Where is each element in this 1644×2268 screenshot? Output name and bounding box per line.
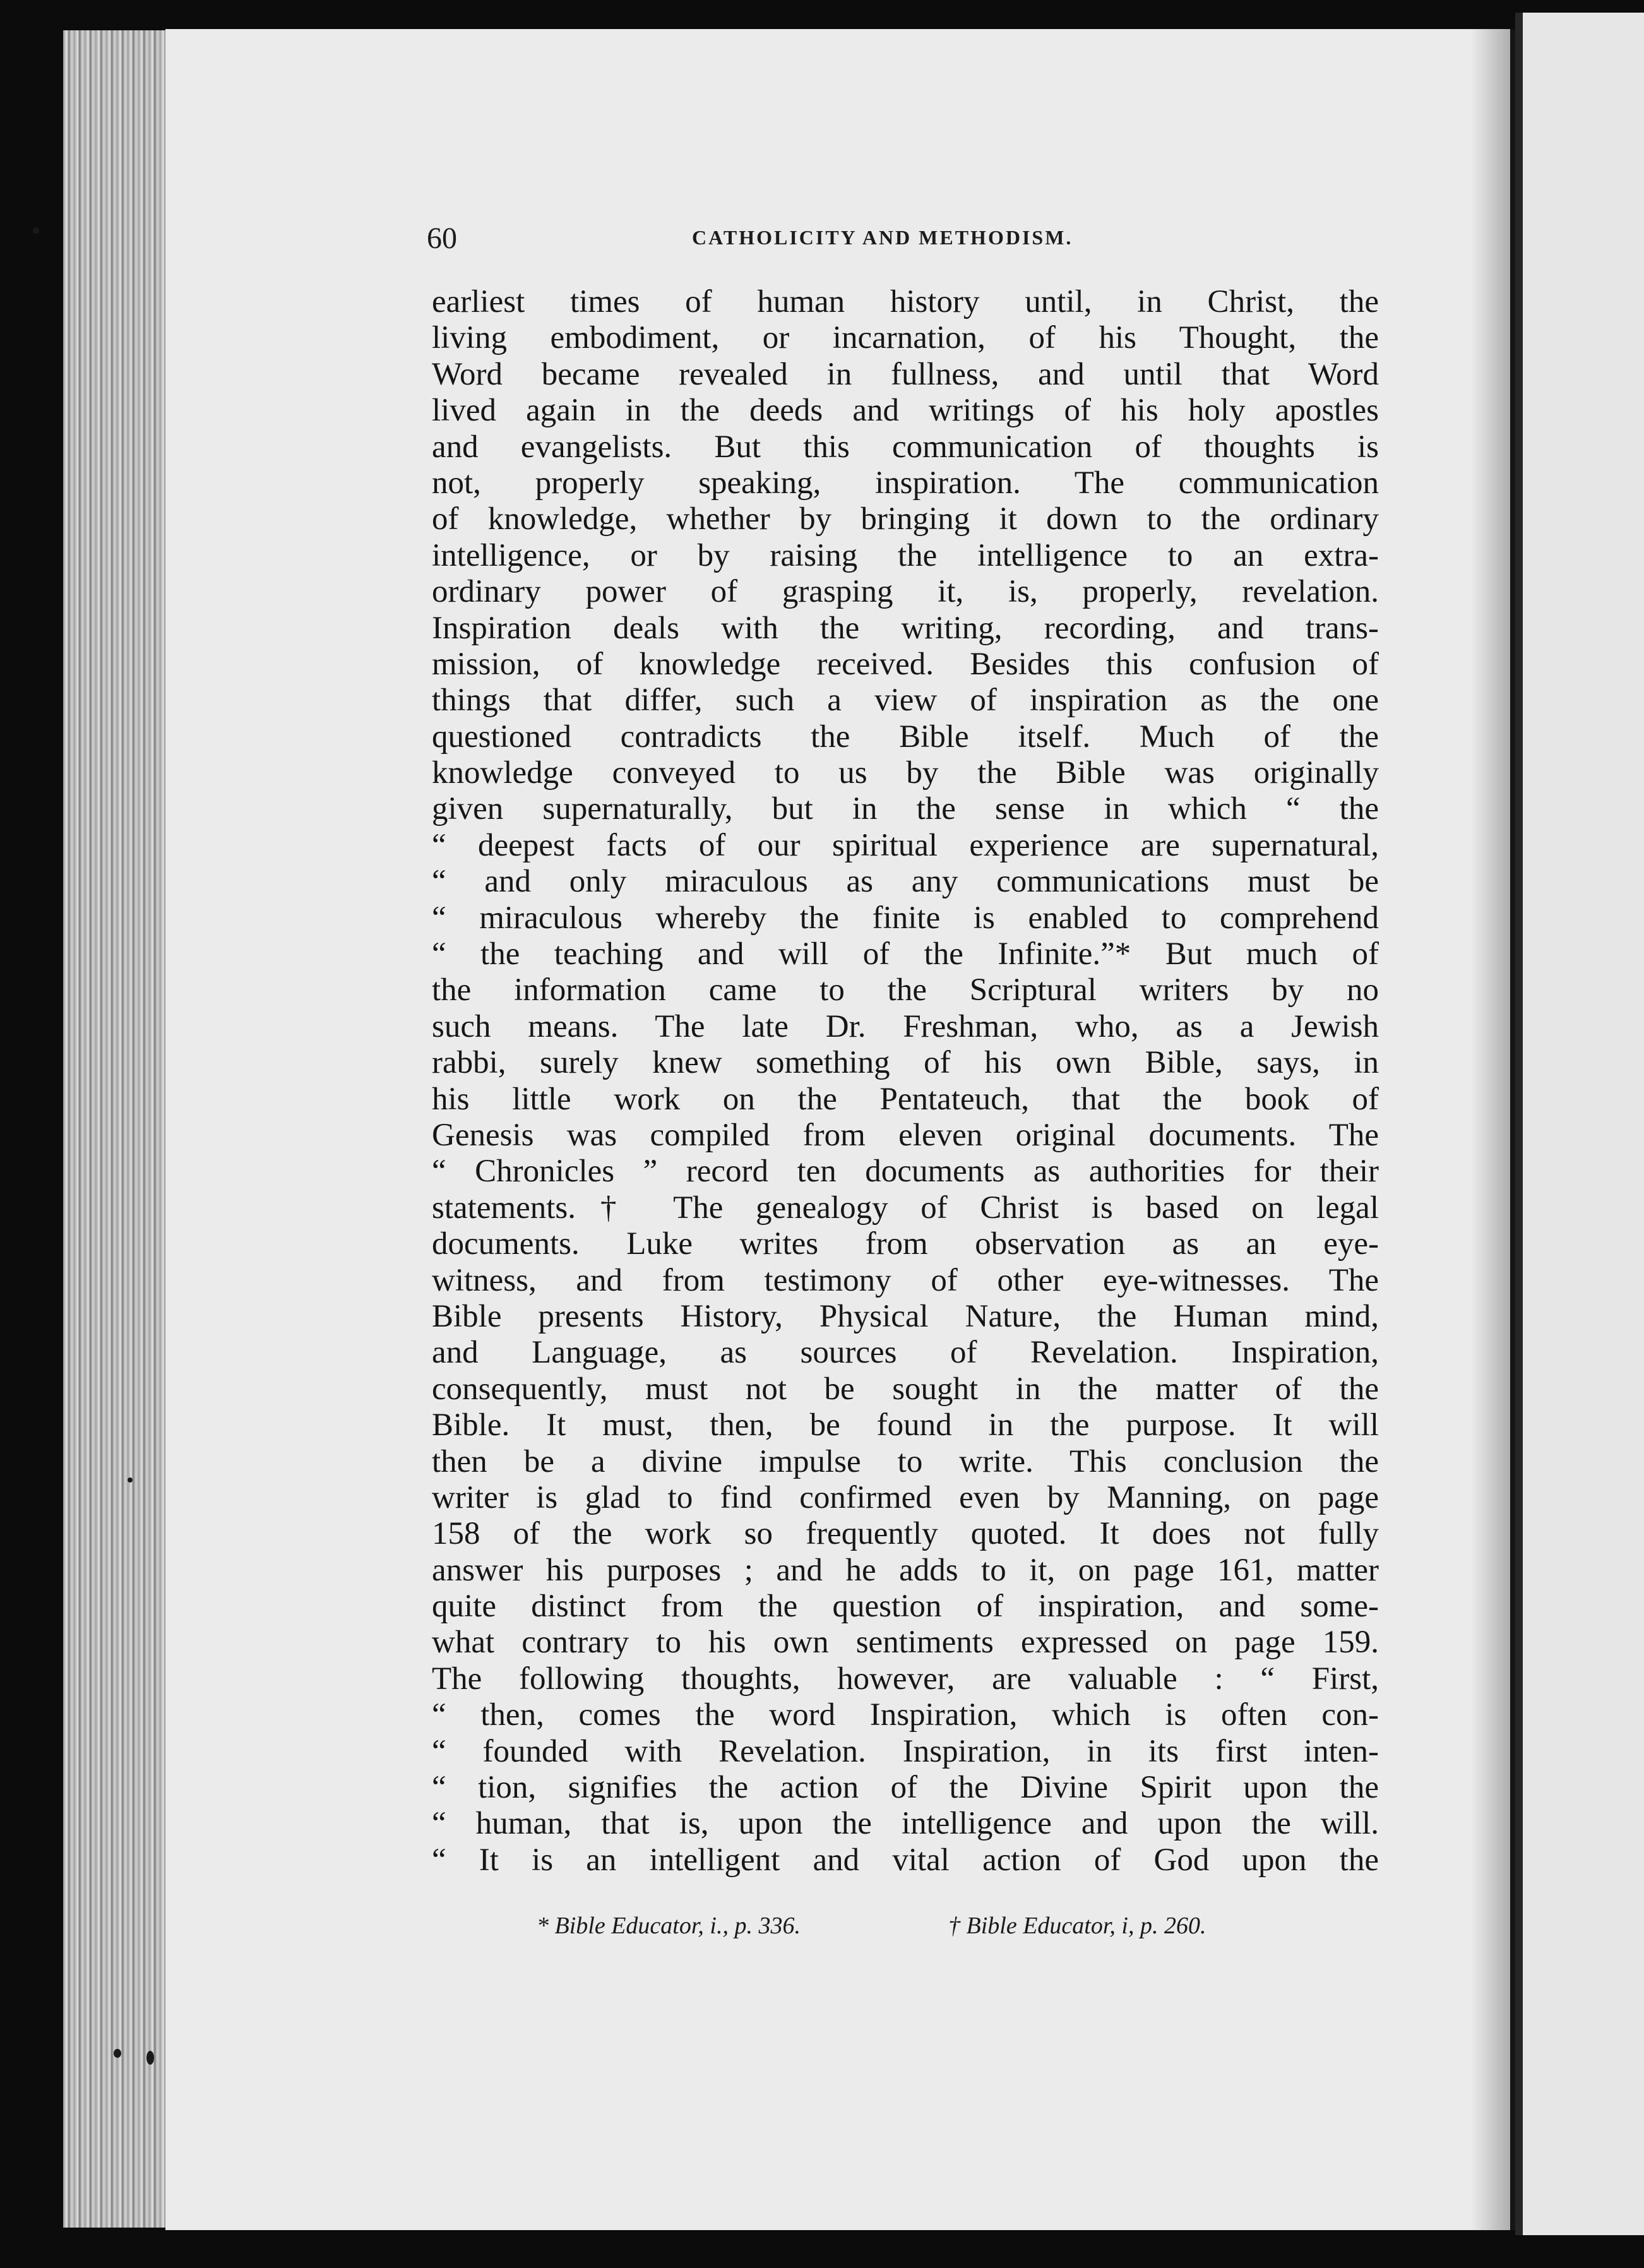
- text-line: writer is glad to find confirmed even by Manning, on page: [432, 1479, 1379, 1515]
- text-line: “ human, that is, upon the intelligence and upon the will.: [432, 1806, 1379, 1842]
- text-line: such means. The late Dr. Freshman, who, as a Jewish: [432, 1008, 1379, 1044]
- text-line: things that differ, such a view of inspiration as the one: [432, 683, 1379, 719]
- text-line: the information came to the Scriptural writers by no: [432, 972, 1379, 1008]
- text-line: living embodiment, or incarnation, of his Thought, the: [432, 320, 1379, 356]
- text-line: his little work on the Pentateuch, that the book of: [432, 1081, 1379, 1117]
- text-line: answer his purposes ; and he adds to it, on page 161, matter: [432, 1552, 1379, 1588]
- margin-mark: [146, 2051, 154, 2065]
- gutter-shadow: [1471, 29, 1515, 2230]
- text-line: and Language, as sources of Revelation. Inspiration,: [432, 1335, 1379, 1371]
- text-line: of knowledge, whether by bringing it down to the ordinary: [432, 501, 1379, 537]
- text-line: Bible presents History, Physical Nature, the Human mind,: [432, 1298, 1379, 1334]
- text-line: statements.† The genealogy of Christ is based on legal: [432, 1190, 1379, 1226]
- text-line: Word became revealed in fullness, and until that Word: [432, 356, 1379, 392]
- text-line: Bible. It must, then, be found in the purpose. It will: [432, 1407, 1379, 1443]
- text-line: intelligence, or by raising the intelligence to an extra-: [432, 537, 1379, 573]
- footnotes: [537, 1912, 1294, 1950]
- text-line: The following thoughts, however, are valuable : “ First,: [432, 1661, 1379, 1697]
- text-line: “ tion, signifies the action of the Divine Spirit upon the: [432, 1770, 1379, 1806]
- running-head: CATHOLICITY AND METHODISM.: [692, 226, 1073, 249]
- body-text: [432, 284, 1379, 1878]
- text-line: “ miraculous whereby the finite is enabled to comprehend: [432, 900, 1379, 936]
- facing-page-edge: [1515, 13, 1644, 2235]
- page-number: 60: [427, 222, 457, 255]
- text-line: Inspiration deals with the writing, recording, and trans-: [432, 610, 1379, 646]
- text-line: rabbi, surely knew something of his own Bible, says, in: [432, 1045, 1379, 1081]
- text-line: mission, of knowledge received. Besides this confusion of: [432, 646, 1379, 682]
- text-line: quite distinct from the question of inspiration, and some-: [432, 1589, 1379, 1625]
- text-line: witness, and from testimony of other eye-witnesses. The: [432, 1262, 1379, 1298]
- text-line: what contrary to his own sentiments expressed on page 159.: [432, 1625, 1379, 1661]
- margin-mark: [114, 2049, 121, 2058]
- footnote: * Bible Educator, i., p. 336.: [537, 1913, 801, 1939]
- text-line: “ founded with Revelation. Inspiration, in its first inten-: [432, 1733, 1379, 1769]
- margin-mark: [33, 227, 39, 234]
- text-line: “ Chronicles ” record ten documents as authorities for their: [432, 1154, 1379, 1190]
- text-line: ordinary power of grasping it, is, properly, revelation.: [432, 574, 1379, 610]
- text-line: “ and only miraculous as any communications must be: [432, 864, 1379, 900]
- footnote: † Bible Educator, i, p. 260.: [948, 1913, 1206, 1939]
- text-line: knowledge conveyed to us by the Bible was originally: [432, 755, 1379, 791]
- text-line: not, properly speaking, inspiration. The communication: [432, 465, 1379, 501]
- text-line: 158 of the work so frequently quoted. It does not fully: [432, 1516, 1379, 1552]
- text-line: given supernaturally, but in the sense in which “ the: [432, 791, 1379, 827]
- text-line: Genesis was compiled from eleven original documents. The: [432, 1117, 1379, 1153]
- margin-mark: [128, 1477, 133, 1483]
- text-line: “ then, comes the word Inspiration, which is often con-: [432, 1697, 1379, 1733]
- text-line: lived again in the deeds and writings of his holy apostles: [432, 393, 1379, 429]
- text-line: and evangelists. But this communication of thoughts is: [432, 429, 1379, 465]
- page-edges: [63, 30, 177, 2228]
- text-line: “ the teaching and will of the Infinite.”* But much of: [432, 936, 1379, 972]
- text-line: consequently, must not be sought in the matter of the: [432, 1371, 1379, 1407]
- text-line: then be a divine impulse to write. This conclusion the: [432, 1443, 1379, 1479]
- text-line: questioned contradicts the Bible itself. Much of the: [432, 719, 1379, 755]
- text-line: earliest times of human history until, in Christ, the: [432, 284, 1379, 319]
- text-line: “ It is an intelligent and vital action of God upon the: [432, 1842, 1379, 1878]
- text-line: “ deepest facts of our spiritual experience are supernatural,: [432, 827, 1379, 863]
- page-header: [427, 221, 1386, 259]
- text-line: documents. Luke writes from observation as an eye-: [432, 1226, 1379, 1262]
